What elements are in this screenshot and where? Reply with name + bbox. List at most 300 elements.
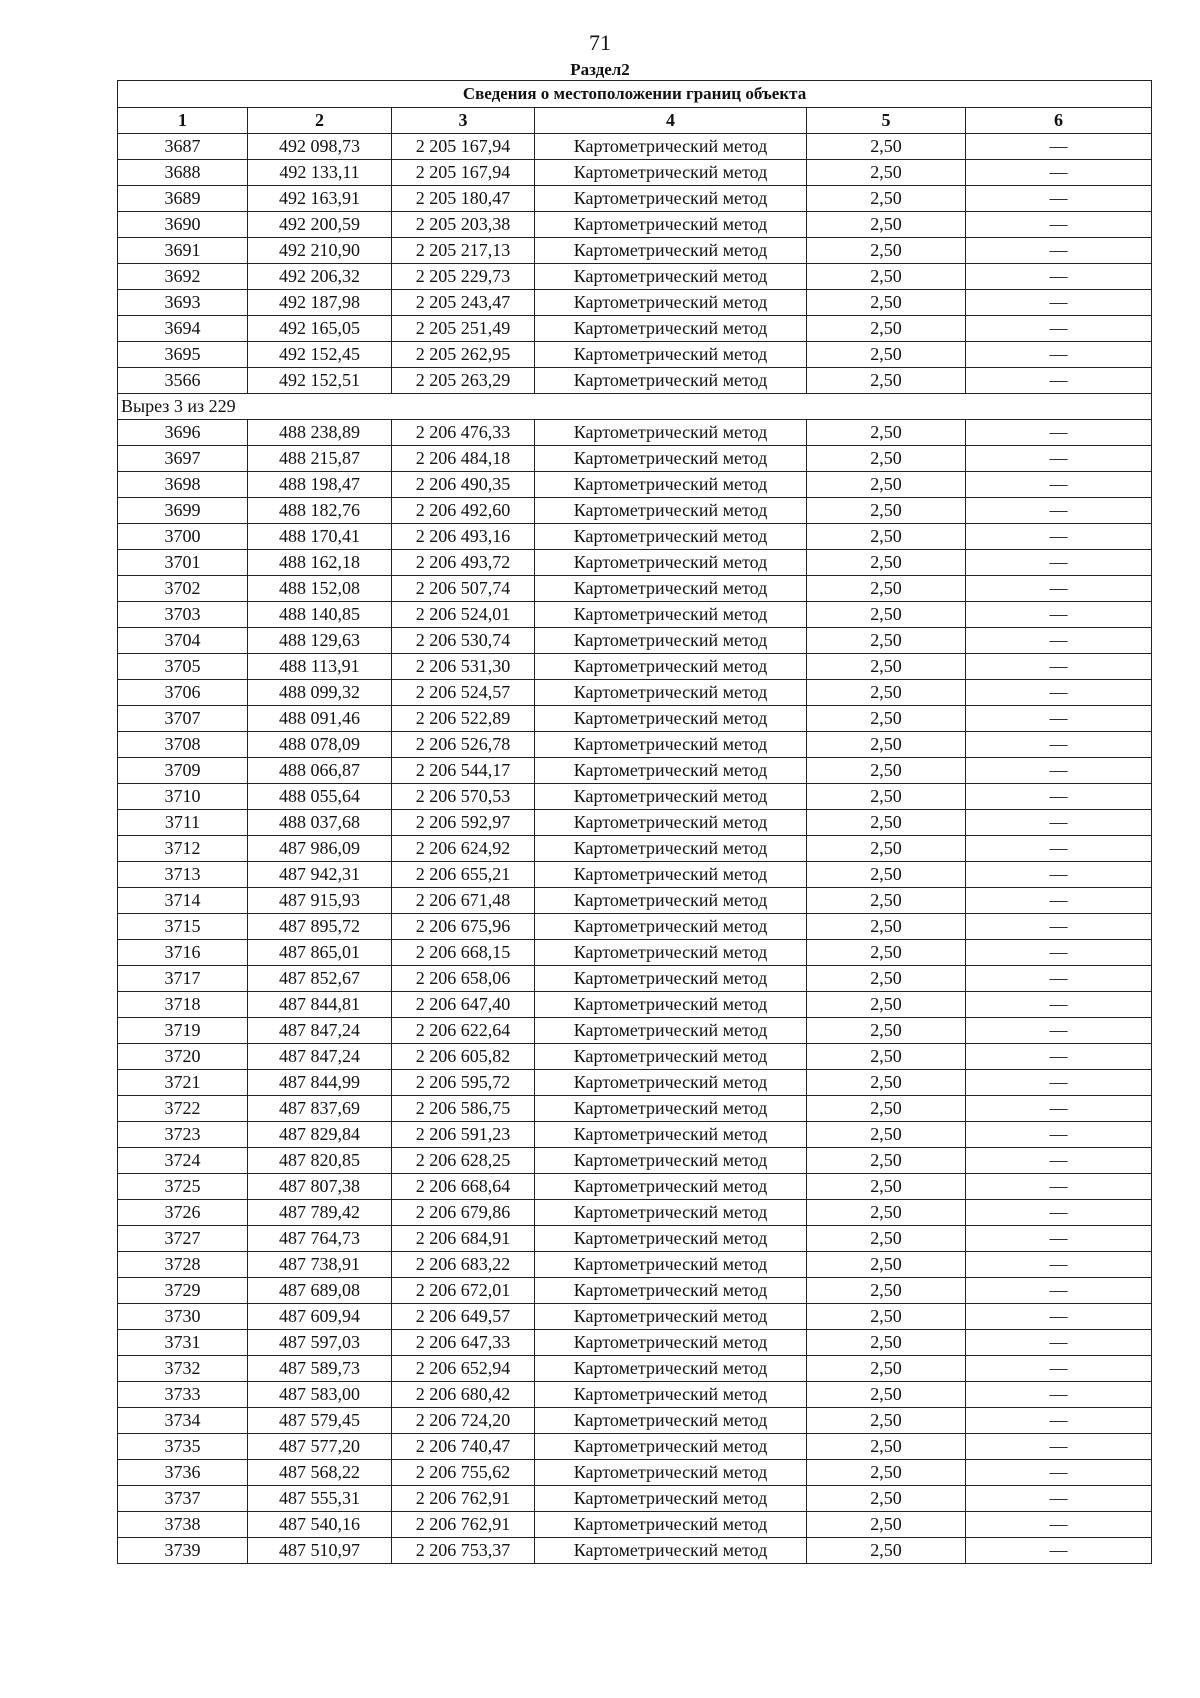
description-cell: —	[966, 1200, 1152, 1226]
method-cell: Картометрический метод	[535, 1512, 807, 1538]
description-cell: —	[966, 134, 1152, 160]
x-coordinate-cell: 487 829,84	[248, 1122, 392, 1148]
description-cell: —	[966, 1226, 1152, 1252]
accuracy-cell: 2,50	[807, 1330, 966, 1356]
table-row	[118, 368, 1152, 394]
x-coordinate-cell: 492 165,05	[248, 316, 392, 342]
description-cell: —	[966, 498, 1152, 524]
accuracy-cell: 2,50	[807, 758, 966, 784]
description-cell: —	[966, 862, 1152, 888]
method-cell: Картометрический метод	[535, 1070, 807, 1096]
table-row	[118, 1460, 1152, 1486]
y-coordinate-cell: 2 206 683,22	[392, 1252, 535, 1278]
method-cell: Картометрический метод	[535, 888, 807, 914]
y-coordinate-cell: 2 206 668,15	[392, 940, 535, 966]
table-row	[118, 186, 1152, 212]
table-row	[118, 1252, 1152, 1278]
x-coordinate-cell: 492 200,59	[248, 212, 392, 238]
table-row	[118, 1408, 1152, 1434]
x-coordinate-cell: 492 206,32	[248, 264, 392, 290]
accuracy-cell: 2,50	[807, 576, 966, 602]
method-cell: Картометрический метод	[535, 1538, 807, 1564]
column-header: 6	[966, 108, 1152, 134]
table-row	[118, 1226, 1152, 1252]
accuracy-cell: 2,50	[807, 1408, 966, 1434]
y-coordinate-cell: 2 205 229,73	[392, 264, 535, 290]
x-coordinate-cell: 487 852,67	[248, 966, 392, 992]
point-number-cell: 3716	[118, 940, 248, 966]
point-number-cell: 3720	[118, 1044, 248, 1070]
page-number: 71	[589, 30, 611, 55]
column-header: 2	[248, 108, 392, 134]
x-coordinate-cell: 488 170,41	[248, 524, 392, 550]
column-header: 3	[392, 108, 535, 134]
x-coordinate-cell: 488 129,63	[248, 628, 392, 654]
point-number-cell: 3699	[118, 498, 248, 524]
point-number-cell: 3723	[118, 1122, 248, 1148]
x-coordinate-cell: 487 844,99	[248, 1070, 392, 1096]
method-cell: Картометрический метод	[535, 862, 807, 888]
table-row	[118, 706, 1152, 732]
x-coordinate-cell: 487 844,81	[248, 992, 392, 1018]
description-cell: —	[966, 1174, 1152, 1200]
table-row	[118, 1330, 1152, 1356]
method-cell: Картометрический метод	[535, 1252, 807, 1278]
point-number-cell: 3702	[118, 576, 248, 602]
x-coordinate-cell: 487 837,69	[248, 1096, 392, 1122]
accuracy-cell: 2,50	[807, 498, 966, 524]
y-coordinate-cell: 2 206 530,74	[392, 628, 535, 654]
table-row	[118, 992, 1152, 1018]
method-cell: Картометрический метод	[535, 1148, 807, 1174]
point-number-cell: 3729	[118, 1278, 248, 1304]
description-cell: —	[966, 1304, 1152, 1330]
method-cell: Картометрический метод	[535, 732, 807, 758]
y-coordinate-cell: 2 206 675,96	[392, 914, 535, 940]
description-cell: —	[966, 472, 1152, 498]
y-coordinate-cell: 2 205 251,49	[392, 316, 535, 342]
method-cell: Картометрический метод	[535, 680, 807, 706]
boundary-coordinates-table	[117, 80, 1152, 1564]
description-cell: —	[966, 706, 1152, 732]
y-coordinate-cell: 2 206 628,25	[392, 1148, 535, 1174]
accuracy-cell: 2,50	[807, 836, 966, 862]
accuracy-cell: 2,50	[807, 1356, 966, 1382]
y-coordinate-cell: 2 206 570,53	[392, 784, 535, 810]
description-cell: —	[966, 550, 1152, 576]
table-row	[118, 940, 1152, 966]
x-coordinate-cell: 487 540,16	[248, 1512, 392, 1538]
table-row	[118, 810, 1152, 836]
x-coordinate-cell: 488 215,87	[248, 446, 392, 472]
x-coordinate-cell: 487 915,93	[248, 888, 392, 914]
description-cell: —	[966, 1538, 1152, 1564]
accuracy-cell: 2,50	[807, 264, 966, 290]
x-coordinate-cell: 487 589,73	[248, 1356, 392, 1382]
column-header: 1	[118, 108, 248, 134]
description-cell: —	[966, 160, 1152, 186]
accuracy-cell: 2,50	[807, 1018, 966, 1044]
y-coordinate-cell: 2 206 684,91	[392, 1226, 535, 1252]
accuracy-cell: 2,50	[807, 1044, 966, 1070]
x-coordinate-cell: 487 789,42	[248, 1200, 392, 1226]
y-coordinate-cell: 2 205 263,29	[392, 368, 535, 394]
description-cell: —	[966, 524, 1152, 550]
description-cell: —	[966, 212, 1152, 238]
table-row	[118, 160, 1152, 186]
point-number-cell: 3691	[118, 238, 248, 264]
description-cell: —	[966, 1382, 1152, 1408]
point-number-cell: 3705	[118, 654, 248, 680]
point-number-cell: 3704	[118, 628, 248, 654]
method-cell: Картометрический метод	[535, 1226, 807, 1252]
description-cell: —	[966, 342, 1152, 368]
y-coordinate-cell: 2 206 595,72	[392, 1070, 535, 1096]
point-number-cell: 3717	[118, 966, 248, 992]
y-coordinate-cell: 2 206 652,94	[392, 1356, 535, 1382]
accuracy-cell: 2,50	[807, 212, 966, 238]
table-row	[118, 1356, 1152, 1382]
y-coordinate-cell: 2 206 647,33	[392, 1330, 535, 1356]
accuracy-cell: 2,50	[807, 472, 966, 498]
accuracy-cell: 2,50	[807, 966, 966, 992]
x-coordinate-cell: 488 091,46	[248, 706, 392, 732]
method-cell: Картометрический метод	[535, 1382, 807, 1408]
point-number-cell: 3703	[118, 602, 248, 628]
table-caption: Сведения о местоположении границ объекта	[118, 81, 1152, 108]
table-row	[118, 654, 1152, 680]
method-cell: Картометрический метод	[535, 706, 807, 732]
table-row	[118, 914, 1152, 940]
method-cell: Картометрический метод	[535, 264, 807, 290]
y-coordinate-cell: 2 205 203,38	[392, 212, 535, 238]
method-cell: Картометрический метод	[535, 576, 807, 602]
y-coordinate-cell: 2 206 658,06	[392, 966, 535, 992]
method-cell: Картометрический метод	[535, 420, 807, 446]
y-coordinate-cell: 2 206 753,37	[392, 1538, 535, 1564]
point-number-cell: 3725	[118, 1174, 248, 1200]
method-cell: Картометрический метод	[535, 186, 807, 212]
description-cell: —	[966, 1096, 1152, 1122]
table-row	[118, 134, 1152, 160]
method-cell: Картометрический метод	[535, 472, 807, 498]
accuracy-cell: 2,50	[807, 628, 966, 654]
y-coordinate-cell: 2 206 622,64	[392, 1018, 535, 1044]
description-cell: —	[966, 992, 1152, 1018]
point-number-cell: 3733	[118, 1382, 248, 1408]
y-coordinate-cell: 2 206 655,21	[392, 862, 535, 888]
point-number-cell: 3736	[118, 1460, 248, 1486]
y-coordinate-cell: 2 206 755,62	[392, 1460, 535, 1486]
table-caption-row	[118, 81, 1152, 108]
accuracy-cell: 2,50	[807, 420, 966, 446]
method-cell: Картометрический метод	[535, 1356, 807, 1382]
method-cell: Картометрический метод	[535, 1278, 807, 1304]
accuracy-cell: 2,50	[807, 810, 966, 836]
y-coordinate-cell: 2 206 647,40	[392, 992, 535, 1018]
method-cell: Картометрический метод	[535, 940, 807, 966]
accuracy-cell: 2,50	[807, 1252, 966, 1278]
x-coordinate-cell: 487 579,45	[248, 1408, 392, 1434]
description-cell: —	[966, 1460, 1152, 1486]
y-coordinate-cell: 2 206 524,57	[392, 680, 535, 706]
accuracy-cell: 2,50	[807, 992, 966, 1018]
y-coordinate-cell: 2 206 526,78	[392, 732, 535, 758]
y-coordinate-cell: 2 206 724,20	[392, 1408, 535, 1434]
description-cell: —	[966, 1018, 1152, 1044]
point-number-cell: 3689	[118, 186, 248, 212]
x-coordinate-cell: 488 099,32	[248, 680, 392, 706]
description-cell: —	[966, 1070, 1152, 1096]
description-cell: —	[966, 1148, 1152, 1174]
accuracy-cell: 2,50	[807, 1174, 966, 1200]
description-cell: —	[966, 654, 1152, 680]
x-coordinate-cell: 487 847,24	[248, 1018, 392, 1044]
method-cell: Картометрический метод	[535, 1174, 807, 1200]
y-coordinate-cell: 2 206 649,57	[392, 1304, 535, 1330]
x-coordinate-cell: 487 847,24	[248, 1044, 392, 1070]
y-coordinate-cell: 2 206 476,33	[392, 420, 535, 446]
accuracy-cell: 2,50	[807, 1512, 966, 1538]
point-number-cell: 3687	[118, 134, 248, 160]
y-coordinate-cell: 2 206 740,47	[392, 1434, 535, 1460]
section-title: Раздел2	[570, 60, 630, 79]
x-coordinate-cell: 488 140,85	[248, 602, 392, 628]
x-coordinate-cell: 487 942,31	[248, 862, 392, 888]
y-coordinate-cell: 2 205 217,13	[392, 238, 535, 264]
table-row	[118, 1486, 1152, 1512]
method-cell: Картометрический метод	[535, 654, 807, 680]
accuracy-cell: 2,50	[807, 524, 966, 550]
table-row	[118, 1278, 1152, 1304]
method-cell: Картометрический метод	[535, 602, 807, 628]
method-cell: Картометрический метод	[535, 992, 807, 1018]
description-cell: —	[966, 1122, 1152, 1148]
point-number-cell: 3714	[118, 888, 248, 914]
table-row	[118, 212, 1152, 238]
accuracy-cell: 2,50	[807, 680, 966, 706]
accuracy-cell: 2,50	[807, 446, 966, 472]
point-number-cell: 3726	[118, 1200, 248, 1226]
point-number-cell: 3713	[118, 862, 248, 888]
method-cell: Картометрический метод	[535, 784, 807, 810]
point-number-cell: 3706	[118, 680, 248, 706]
point-number-cell: 3566	[118, 368, 248, 394]
x-coordinate-cell: 492 133,11	[248, 160, 392, 186]
method-cell: Картометрический метод	[535, 914, 807, 940]
table-row	[118, 680, 1152, 706]
accuracy-cell: 2,50	[807, 914, 966, 940]
accuracy-cell: 2,50	[807, 1122, 966, 1148]
description-cell: —	[966, 602, 1152, 628]
method-cell: Картометрический метод	[535, 1330, 807, 1356]
description-cell: —	[966, 1486, 1152, 1512]
x-coordinate-cell: 488 162,18	[248, 550, 392, 576]
table-row	[118, 1174, 1152, 1200]
method-cell: Картометрический метод	[535, 1486, 807, 1512]
table-row	[118, 1018, 1152, 1044]
column-header: 4	[535, 108, 807, 134]
accuracy-cell: 2,50	[807, 784, 966, 810]
method-cell: Картометрический метод	[535, 966, 807, 992]
description-cell: —	[966, 940, 1152, 966]
x-coordinate-cell: 492 098,73	[248, 134, 392, 160]
accuracy-cell: 2,50	[807, 1304, 966, 1330]
accuracy-cell: 2,50	[807, 1538, 966, 1564]
method-cell: Картометрический метод	[535, 160, 807, 186]
point-number-cell: 3701	[118, 550, 248, 576]
description-cell: —	[966, 836, 1152, 862]
x-coordinate-cell: 487 865,01	[248, 940, 392, 966]
x-coordinate-cell: 487 597,03	[248, 1330, 392, 1356]
table-row	[118, 1070, 1152, 1096]
y-coordinate-cell: 2 206 672,01	[392, 1278, 535, 1304]
table-row	[118, 602, 1152, 628]
description-cell: —	[966, 732, 1152, 758]
group-label-row	[118, 394, 1152, 420]
point-number-cell: 3731	[118, 1330, 248, 1356]
x-coordinate-cell: 487 738,91	[248, 1252, 392, 1278]
accuracy-cell: 2,50	[807, 290, 966, 316]
y-coordinate-cell: 2 206 586,75	[392, 1096, 535, 1122]
accuracy-cell: 2,50	[807, 1434, 966, 1460]
accuracy-cell: 2,50	[807, 342, 966, 368]
accuracy-cell: 2,50	[807, 1382, 966, 1408]
x-coordinate-cell: 492 187,98	[248, 290, 392, 316]
accuracy-cell: 2,50	[807, 862, 966, 888]
table-row	[118, 316, 1152, 342]
table-row	[118, 576, 1152, 602]
x-coordinate-cell: 488 078,09	[248, 732, 392, 758]
accuracy-cell: 2,50	[807, 940, 966, 966]
description-cell: —	[966, 420, 1152, 446]
method-cell: Картометрический метод	[535, 1044, 807, 1070]
point-number-cell: 3728	[118, 1252, 248, 1278]
accuracy-cell: 2,50	[807, 1070, 966, 1096]
accuracy-cell: 2,50	[807, 1278, 966, 1304]
point-number-cell: 3695	[118, 342, 248, 368]
accuracy-cell: 2,50	[807, 1226, 966, 1252]
accuracy-cell: 2,50	[807, 238, 966, 264]
column-header: 5	[807, 108, 966, 134]
accuracy-cell: 2,50	[807, 888, 966, 914]
method-cell: Картометрический метод	[535, 212, 807, 238]
table-row	[118, 1512, 1152, 1538]
description-cell: —	[966, 446, 1152, 472]
point-number-cell: 3711	[118, 810, 248, 836]
method-cell: Картометрический метод	[535, 446, 807, 472]
point-number-cell: 3710	[118, 784, 248, 810]
x-coordinate-cell: 488 182,76	[248, 498, 392, 524]
table-row	[118, 1538, 1152, 1564]
description-cell: —	[966, 758, 1152, 784]
table-row	[118, 498, 1152, 524]
description-cell: —	[966, 1278, 1152, 1304]
point-number-cell: 3739	[118, 1538, 248, 1564]
accuracy-cell: 2,50	[807, 1486, 966, 1512]
method-cell: Картометрический метод	[535, 1018, 807, 1044]
method-cell: Картометрический метод	[535, 758, 807, 784]
description-cell: —	[966, 888, 1152, 914]
y-coordinate-cell: 2 206 668,64	[392, 1174, 535, 1200]
point-number-cell: 3697	[118, 446, 248, 472]
description-cell: —	[966, 1252, 1152, 1278]
table-row	[118, 888, 1152, 914]
point-number-cell: 3692	[118, 264, 248, 290]
method-cell: Картометрический метод	[535, 238, 807, 264]
description-cell: —	[966, 966, 1152, 992]
description-cell: —	[966, 1356, 1152, 1382]
method-cell: Картометрический метод	[535, 368, 807, 394]
description-cell: —	[966, 290, 1152, 316]
y-coordinate-cell: 2 206 531,30	[392, 654, 535, 680]
y-coordinate-cell: 2 205 262,95	[392, 342, 535, 368]
table-row	[118, 628, 1152, 654]
x-coordinate-cell: 488 238,89	[248, 420, 392, 446]
table-row	[118, 1096, 1152, 1122]
y-coordinate-cell: 2 206 592,97	[392, 810, 535, 836]
method-cell: Картометрический метод	[535, 1200, 807, 1226]
point-number-cell: 3698	[118, 472, 248, 498]
table-row	[118, 1382, 1152, 1408]
accuracy-cell: 2,50	[807, 550, 966, 576]
description-cell: —	[966, 238, 1152, 264]
x-coordinate-cell: 488 198,47	[248, 472, 392, 498]
y-coordinate-cell: 2 206 544,17	[392, 758, 535, 784]
table-row	[118, 1044, 1152, 1070]
description-cell: —	[966, 914, 1152, 940]
description-cell: —	[966, 1330, 1152, 1356]
table-row	[118, 862, 1152, 888]
point-number-cell: 3694	[118, 316, 248, 342]
table-row	[118, 732, 1152, 758]
description-cell: —	[966, 680, 1152, 706]
x-coordinate-cell: 487 895,72	[248, 914, 392, 940]
point-number-cell: 3724	[118, 1148, 248, 1174]
description-cell: —	[966, 316, 1152, 342]
point-number-cell: 3734	[118, 1408, 248, 1434]
point-number-cell: 3700	[118, 524, 248, 550]
accuracy-cell: 2,50	[807, 706, 966, 732]
y-coordinate-cell: 2 205 243,47	[392, 290, 535, 316]
accuracy-cell: 2,50	[807, 654, 966, 680]
accuracy-cell: 2,50	[807, 160, 966, 186]
description-cell: —	[966, 576, 1152, 602]
y-coordinate-cell: 2 206 507,74	[392, 576, 535, 602]
accuracy-cell: 2,50	[807, 1148, 966, 1174]
point-number-cell: 3696	[118, 420, 248, 446]
description-cell: —	[966, 1408, 1152, 1434]
point-number-cell: 3707	[118, 706, 248, 732]
x-coordinate-cell: 488 037,68	[248, 810, 392, 836]
accuracy-cell: 2,50	[807, 368, 966, 394]
table-row	[118, 1434, 1152, 1460]
description-cell: —	[966, 1434, 1152, 1460]
method-cell: Картометрический метод	[535, 628, 807, 654]
method-cell: Картометрический метод	[535, 836, 807, 862]
x-coordinate-cell: 487 764,73	[248, 1226, 392, 1252]
point-number-cell: 3735	[118, 1434, 248, 1460]
y-coordinate-cell: 2 206 605,82	[392, 1044, 535, 1070]
table-row	[118, 420, 1152, 446]
accuracy-cell: 2,50	[807, 1096, 966, 1122]
x-coordinate-cell: 492 210,90	[248, 238, 392, 264]
method-cell: Картометрический метод	[535, 1304, 807, 1330]
point-number-cell: 3738	[118, 1512, 248, 1538]
table-body	[118, 134, 1152, 1564]
table-row	[118, 758, 1152, 784]
method-cell: Картометрический метод	[535, 524, 807, 550]
